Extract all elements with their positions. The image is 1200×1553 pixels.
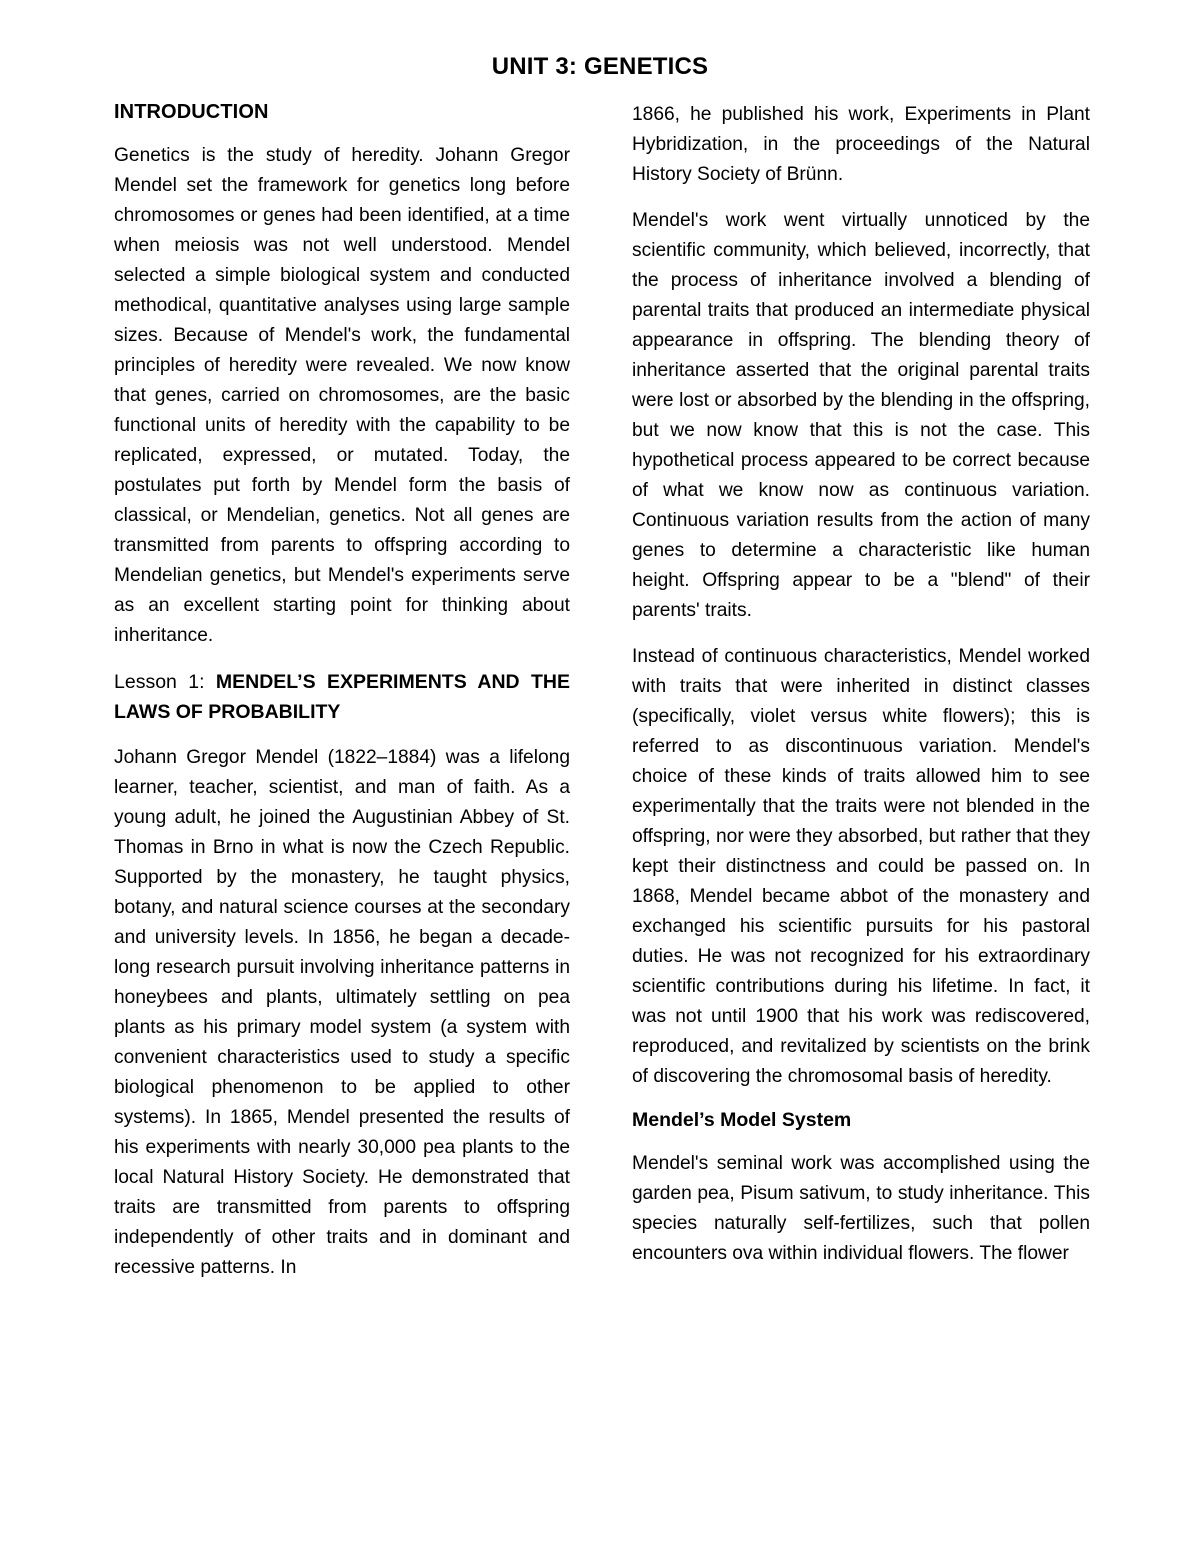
paragraph-intro: Genetics is the study of heredity. Johann Gregor Mendel set the framework for genetics long before chromosomes or genes had been identified, at a time when meiosis was not well understood. Mendel selected a simple biological system and conducted methodical, quantitative analyses using large sample sizes. Because of Mendel's work, the fundamental principles of heredity were revealed. We now know that genes, carried on chromosomes, are the basic functional units of heredity with the capability to be replicated, expressed, or mutated. Today, the postulates put forth by Mendel form the basis of classical, or Mendelian, genetics. Not all genes are transmitted from parents to offspring according to Mendelian genetics, but Mendel's experiments serve as an excellent starting point for thinking about inheritance. bbox=[114, 145, 570, 646]
lesson-heading bbox=[114, 667, 570, 727]
right-column bbox=[632, 100, 1090, 1269]
paragraph-discontinuous-variation: Instead of continuous characteristics, Mendel worked with traits that were inherited in distinct classes (specifically, violet versus white flowers); this is referred to as discontinuous variation. Mendel's choice of these kinds of traits allowed him to see experimentally that the traits were not blended in the offspring, nor were they absorbed, but rather that they kept their distinctness and could be passed on. In 1868, Mendel became abbot of the monastery and exchanged his scientific pursuits for his pastoral duties. He was not recognized for his extraordinary scientific contributions during his lifetime. In fact, it was not until 1900 that his work was rediscovered, reproduced, and revitalized by scientists on the brink of discovering the chromosomal basis of heredity. bbox=[632, 646, 1090, 1087]
two-column-layout bbox=[114, 100, 1088, 1283]
left-column bbox=[114, 100, 570, 1283]
paragraph-mendel-biography: Johann Gregor Mendel (1822–1884) was a lifelong learner, teacher, scientist, and man of faith. As a young adult, he joined the Augustinian Abbey of St. Thomas in Brno in what is now the Czech Republic. Supported by the monastery, he taught physics, botany, and natural science courses at the secondary and university levels. In 1856, he began a decade-long research pursuit involving inheritance patterns in honeybees and plants, ultimately settling on pea plants as his primary model system (a system with convenient characteristics used to study a specific biological phenomenon to be applied to other systems). In 1865, Mendel presented the results of his experiments with nearly 30,000 pea plants to the local Natural History Society. He demonstrated that traits are transmitted from parents to offspring independently of other traits and in dominant and recessive patterns. In bbox=[114, 747, 570, 1278]
lesson-title: MENDEL’S EXPERIMENTS AND THE LAWS OF PROBABILITY bbox=[114, 671, 570, 723]
paragraph-publication: 1866, he published his work, Experiments in Plant Hybridization, in the proceedings of the Natural History Society of Brünn. bbox=[632, 104, 1090, 185]
lesson-label: Lesson 1: bbox=[114, 671, 216, 693]
paragraph-garden-pea: Mendel's seminal work was accomplished using the garden pea, Pisum sativum, to study inheritance. This species naturally self-fertilizes, such that pollen encounters ova within individual flowers. The flower bbox=[632, 1153, 1090, 1265]
paragraph-blending-theory: Mendel's work went virtually unnoticed by the scientific community, which believed, incorrectly, that the process of inheritance involved a blending of parental traits that produced an intermediate physical appearance in offspring. The blending theory of inheritance asserted that the original parental traits were lost or absorbed by the blending in the offspring, but we now know that this is not the case. This hypothetical process appeared to be correct because of what we know now as continuous variation. Continuous variation results from the action of many genes to determine a characteristic like human height. Offspring appear to be a "blend" of their parents' traits. bbox=[632, 210, 1090, 621]
section-heading-introduction: INTRODUCTION bbox=[114, 101, 269, 123]
page-title: UNIT 3: GENETICS bbox=[491, 53, 709, 80]
sub-heading-model-system: Mendel’s Model System bbox=[632, 1109, 852, 1131]
